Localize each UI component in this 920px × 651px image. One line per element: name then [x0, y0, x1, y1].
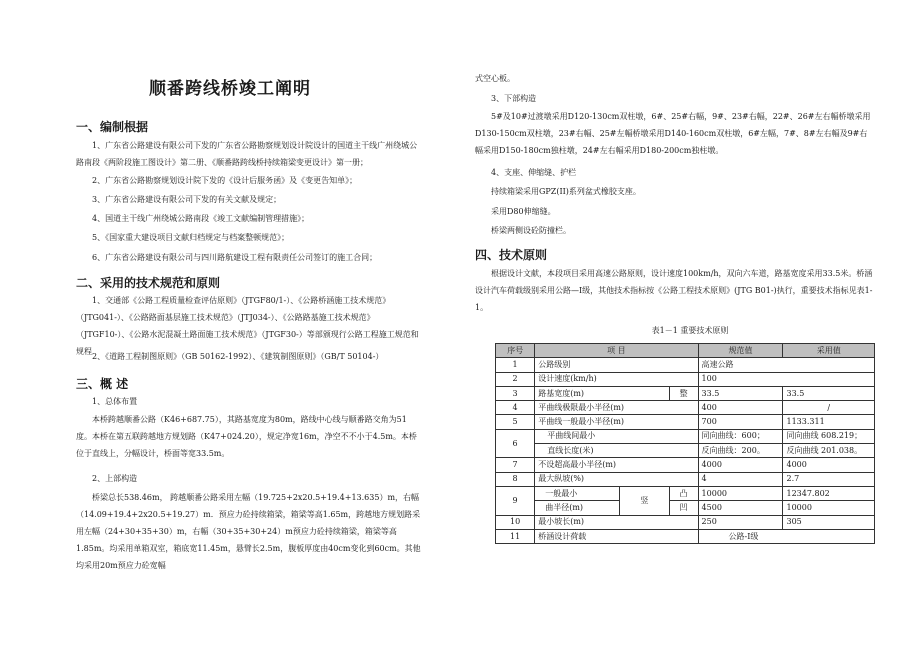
row-spec: 250 — [698, 515, 783, 529]
table-caption: 表1－1 重要技术原则 — [651, 326, 729, 335]
row-item: 公路级别 — [535, 358, 698, 372]
row-no: 9 — [496, 486, 535, 515]
row-item: 平曲线一般最小半径(m) — [535, 415, 698, 429]
table-row — [496, 386, 875, 400]
overview-superstructure-text: 桥梁总长538.46m， 跨越顺番公路采用左幅（19.725+2x20.5+19.4+13.635）m，右幅（14.09+19.4+2x20.5+19.27）m．预应力砼持续箱梁，箱梁等高1.65m，跨越地方规划路采用左幅（24+30+35+30）m，右幅（30+35+30+24）m预应力砼持续箱梁，箱梁等高1.85m。均采用单箱双室，箱底宽11.45m，悬臂长2.5m，腹板厚度由40cm变化到60cm。其他均采用20m预应力砼宽幅 — [76, 493, 421, 570]
row-spec: 反向曲线：200。 — [698, 444, 783, 458]
row-spec: 4000 — [698, 458, 783, 472]
table-header-row — [496, 344, 875, 358]
row-item: 路基宽度(m) — [535, 386, 670, 400]
basis-item-3: 3、广东省公路建设有限公司下发的有关文献及规定； — [92, 195, 282, 204]
row-no: 7 — [496, 458, 535, 472]
table-row — [496, 372, 875, 386]
overview-sub-substructure: 3、下部构造 — [491, 94, 537, 103]
row-spec: 100 — [698, 372, 874, 386]
table-row — [496, 429, 875, 443]
table-row — [496, 401, 875, 415]
table-row — [496, 472, 875, 486]
bearing-text: 持续箱梁采用GPZ(II)系列盆式橡胶支座。 — [491, 187, 641, 196]
row-no: 2 — [496, 372, 535, 386]
table-row — [496, 415, 875, 429]
row-used: 同向曲线 608.219； — [783, 429, 875, 443]
row-spec: 4 — [698, 472, 783, 486]
tech-text: 根据设计文献，本段项目采用高速公路原则，设计速度100km/h，双向六车道，路基宽度采用33.5米。桥涵设计汽车荷载级别采用公路—I级，其他技术指标按《公路工程技术原则》(JTG B01-)执行，重要技术指标见表1-1。 — [475, 269, 873, 312]
overview-sub-bearing: 4、支座、伸缩缝、护栏 — [491, 168, 577, 177]
table-row — [496, 358, 875, 372]
table-row — [496, 515, 875, 529]
standards-item-1: 1、交通部《公路工程质量检查评估原则》（JTGF80/1-）、《公路桥涵施工技术规范》（JTG041-）、《公路路面基层施工技术规范》（JTJ034-）、《公路路基施工技术规范》（JTGF10-）、《公路水泥混凝土路面施工技术规范》（JTGF30-）等部颁现行公路工程施工规范和规程 — [76, 296, 419, 356]
row-spec: 公路-I级 — [698, 529, 874, 543]
row-item: 不设超高最小半径(m) — [535, 458, 698, 472]
col-header: 项 目 — [535, 344, 698, 358]
col-header: 规范值 — [698, 344, 783, 358]
row-spec: 33.5 — [698, 386, 783, 400]
row-item: 平曲线极限最小半径(m) — [535, 401, 698, 415]
row-no: 10 — [496, 515, 535, 529]
basis-item-6: 6、广东省公路建设有限公司与四川路航建设工程有限责任公司签订的施工合同； — [92, 253, 378, 262]
table-row — [496, 444, 875, 458]
spec-table — [495, 343, 875, 544]
row-used: 反向曲线 201.038。 — [783, 444, 875, 458]
row-used: 2.7 — [783, 472, 875, 486]
row-item: 设计速度(km/h) — [535, 372, 698, 386]
superstructure-continued: 式空心板。 — [475, 74, 515, 83]
overview-substructure-text: 5#及10#过渡墩采用D120-130cm双柱墩，6#、25#右幅，9#、23#右幅，22#、26#左右幅桥墩采用D130-150cm双柱墩，23#右幅、25#左幅桥墩采用D140-160cm双柱墩，6#左幅，7#、8#左右幅及9#右幅采用D150-180cm独柱墩，24#左右幅采用D180-200cm独柱墩。 — [475, 112, 871, 155]
row-used: / — [783, 401, 875, 415]
row-item: 平曲线间最小 — [535, 429, 698, 443]
basis-item-1: 1、广东省公路建设有限公司下发的广东省公路勘察规划设计院设计的国道主干线广州绕城公路南段《两阶段施工图设计》第二册、《顺番路跨线桥持续箱梁变更设计》第一册； — [76, 141, 418, 167]
row-used: 10000 — [783, 501, 875, 515]
row-no: 3 — [496, 386, 535, 400]
row-item: 一般最小 — [535, 486, 620, 500]
right-page — [460, 0, 920, 651]
row-spec: 10000 — [698, 486, 783, 500]
row-item-mid: 竖 — [620, 486, 670, 515]
row-item-convex: 凸 — [669, 486, 698, 500]
row-spec: 4500 — [698, 501, 783, 515]
table-row — [496, 529, 875, 543]
col-header: 采用值 — [783, 344, 875, 358]
overview-layout-text: 本桥跨越顺番公路（K46+687.75），其路基宽度为80m，路线中心线与顺番路交角为51度。本桥在第五联跨越地方规划路（K47+024.20），规定净宽16m，净空不不小于4.5m。本桥位于直线上，分幅设计，桥面等宽33.5m。 — [76, 415, 417, 458]
row-item: 曲半径(m) — [535, 501, 620, 515]
page-title: 顺番跨线桥竣工阐明 — [149, 79, 311, 99]
table-row — [496, 501, 875, 515]
col-header: 序号 — [496, 344, 535, 358]
row-item: 桥涵设计荷载 — [535, 529, 698, 543]
section-basis-heading: 一、编制根据 — [76, 120, 149, 134]
row-item-concave: 凹 — [669, 501, 698, 515]
row-no: 6 — [496, 429, 535, 458]
section-overview-heading: 三、概 述 — [76, 377, 129, 391]
row-spec: 700 — [698, 415, 783, 429]
basis-item-4: 4、国道主干线广州绕城公路南段《竣工文献编制管理措施》； — [92, 214, 310, 223]
basis-item-2: 2、广东省公路勘察规划设计院下发的《设计后服务函》及《变更告知单》； — [92, 176, 358, 185]
rail-text: 桥梁两侧设砼防撞栏。 — [491, 226, 571, 235]
table-row — [496, 486, 875, 500]
row-spec: 400 — [698, 401, 783, 415]
row-item-sub: 整 — [669, 386, 698, 400]
row-no: 1 — [496, 358, 535, 372]
row-used: 1133.311 — [783, 415, 875, 429]
row-no: 5 — [496, 415, 535, 429]
table-row — [496, 458, 875, 472]
row-no: 8 — [496, 472, 535, 486]
overview-sub-layout: 1、总体布置 — [92, 397, 138, 406]
row-no: 4 — [496, 401, 535, 415]
basis-item-5: 5、《国家重大建设项目文献归档规定与档案整顿规范》； — [92, 233, 290, 242]
row-spec: 高速公路 — [698, 358, 874, 372]
section-tech-heading: 四、技术原则 — [475, 248, 548, 262]
row-item: 最大纵坡(%) — [535, 472, 698, 486]
overview-sub-superstructure: 2、上部构造 — [92, 474, 138, 483]
row-item: 最小坡长(m) — [535, 515, 698, 529]
row-no: 11 — [496, 529, 535, 543]
row-used: 305 — [783, 515, 875, 529]
row-used: 12347.802 — [783, 486, 875, 500]
row-used: 4000 — [783, 458, 875, 472]
standards-item-2: 2、《道路工程制图原则》（GB 50162-1992）、《建筑制图原则》（GB/T 50104-） — [92, 352, 384, 361]
joint-text: 采用D80伸缩缝。 — [491, 207, 556, 216]
row-spec: 同向曲线：600； — [698, 429, 783, 443]
row-item: 直线长度(米) — [535, 444, 698, 458]
section-standards-heading: 二、采用的技术规范和原则 — [76, 276, 221, 290]
row-used: 33.5 — [783, 386, 875, 400]
